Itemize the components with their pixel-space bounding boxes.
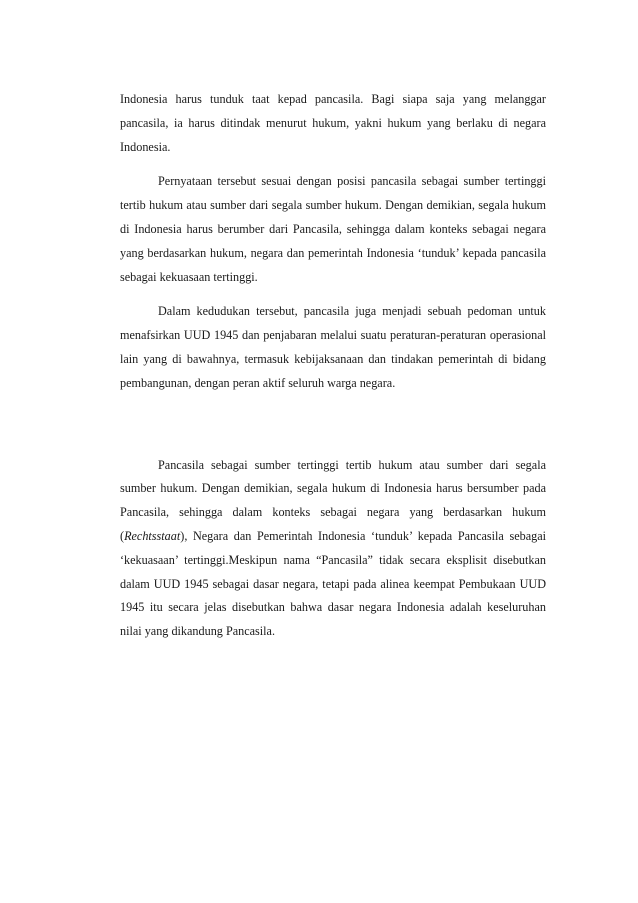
paragraph-4-part2: ), Negara dan Pemerintah Indonesia ‘tunduk’ kepada Pancasila sebagai ‘kekuasaan’ tertinggi.Meskipun nama “Pancasila” tidak secara eksplisit disebutkan dalam UUD 1945 sebagai dasar negara, tetapi pada alinea keempat Pembukaan UUD 1945 itu secara jelas disebutkan bahwa dasar negara Indonesia adalah keseluruhan nilai yang dikandung Pancasila.: [120, 528, 546, 639]
paragraph-4-italic-term: Rechtsstaat: [124, 528, 181, 543]
document-body: [120, 88, 546, 644]
paragraph-4: [120, 454, 546, 644]
paragraph-1: Indonesia harus tunduk taat kepad pancasila. Bagi siapa saja yang melanggar pancasila, ia harus ditindak menurut hukum, yakni hukum yang berlaku di negara Indonesia.: [120, 92, 546, 154]
paragraph-3: Dalam kedudukan tersebut, pancasila juga menjadi sebuah pedoman untuk menafsirkan UUD 1945 dan penjabaran melalui suatu peraturan-peraturan operasional lain yang di bawahnya, termasuk kebijaksanaan dan tindakan pemerintah di bidang pembangunan, dengan peran aktif seluruh warga negara.: [120, 304, 546, 390]
paragraph-2: Pernyataan tersebut sesuai dengan posisi pancasila sebagai sumber tertinggi tertib hukum atau sumber dari segala sumber hukum. Dengan demikian, segala hukum di Indonesia harus berumber dari Pancasila, sehingga dalam konteks sebagai negara yang berdasarkan hukum, negara dan pemerintah Indonesia ‘tunduk’ kepada pancasila sebagai kekuasaan tertinggi.: [120, 174, 546, 284]
paragraph-4-part1: Pancasila sebagai sumber tertinggi tertib hukum atau sumber dari segala sumber hukum. Dengan demikian, segala hukum di Indonesia harus bersumber pada Pancasila, sehingga dalam konteks sebagai negara yang berdasarkan hukum (: [120, 457, 546, 543]
